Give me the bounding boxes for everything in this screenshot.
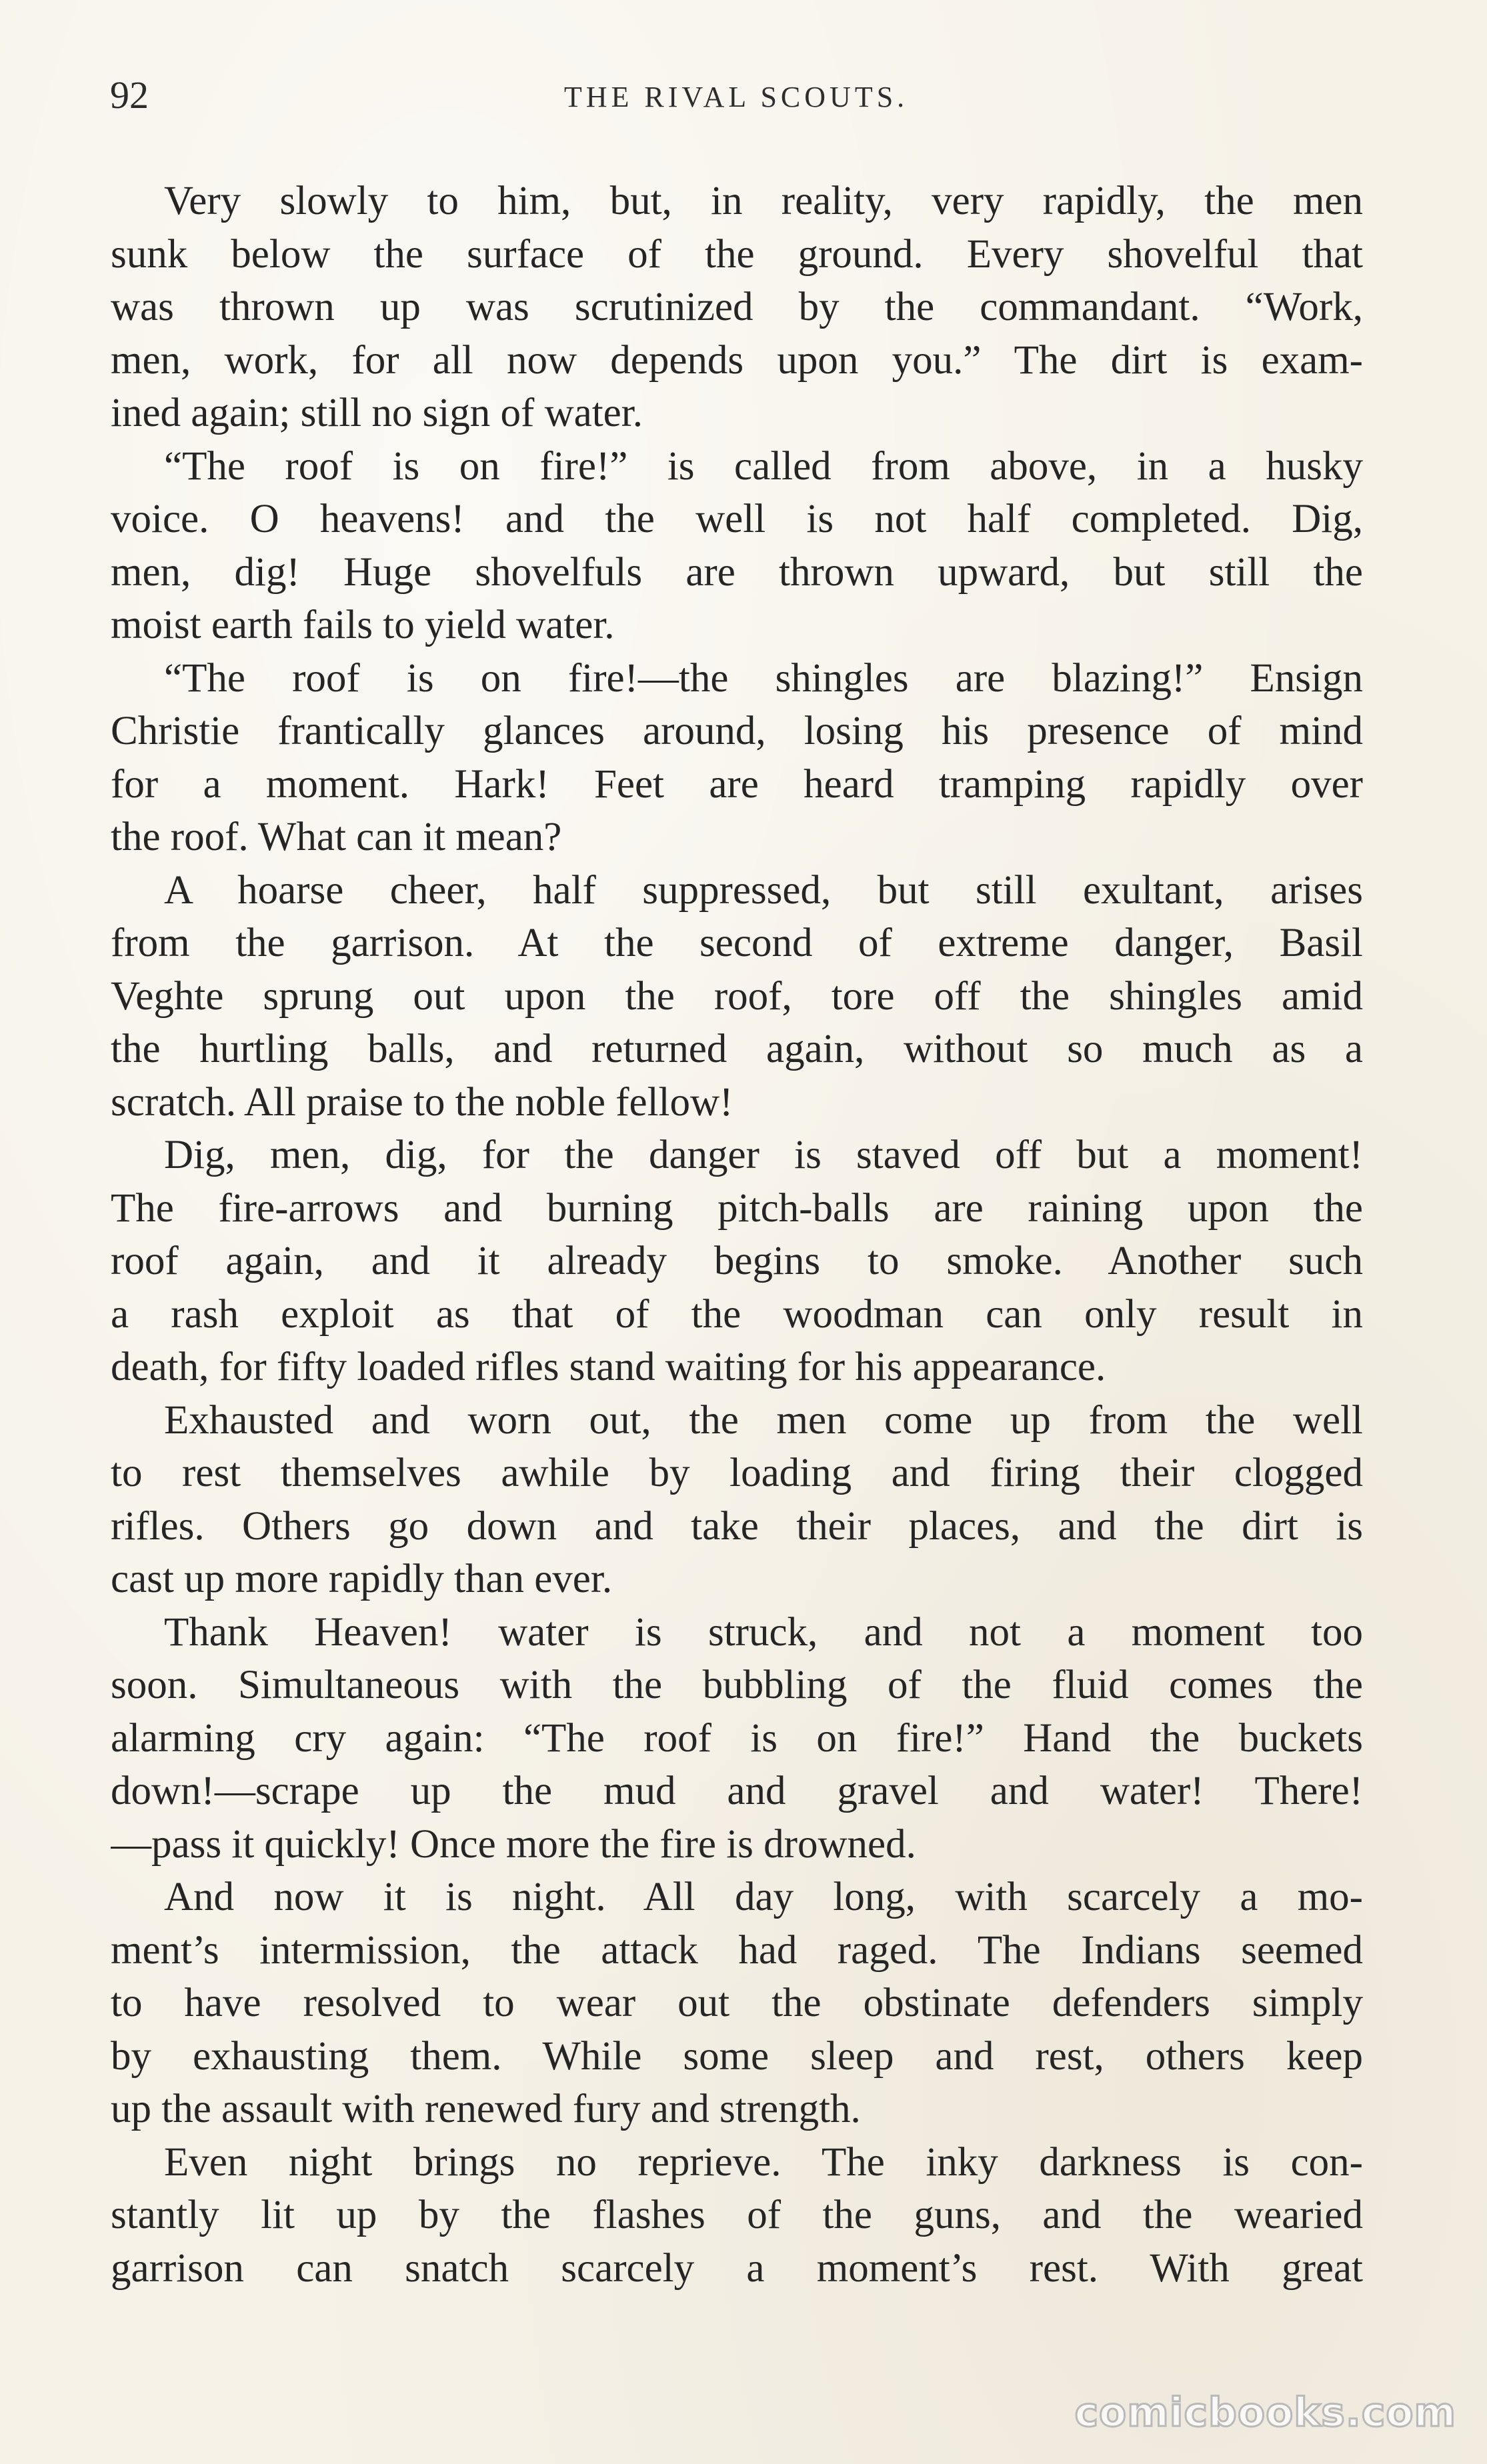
text-line: “The roof is on fire!—the shingles are blazing!” Ensign (164, 655, 1363, 701)
text-line: scratch. All praise to the noble fellow! (111, 1079, 733, 1125)
watermark-logo: comicbooks.com (1074, 2389, 1456, 2436)
text-line: And now it is night. All day long, with scarcely a mo- (164, 1875, 1363, 1919)
text-line: Even night brings no reprieve. The inky darkness is con- (164, 2139, 1363, 2185)
text-line: a rash exploit as that of the woodman can only result in (111, 1291, 1363, 1337)
text-line: A hoarse cheer, half suppressed, but still exultant, arises (164, 867, 1363, 913)
text-line: from the garrison. At the second of extreme danger, Basil (111, 921, 1363, 965)
text-line: up the assault with renewed fury and strength. (111, 2087, 861, 2131)
page-number: 92 (110, 73, 149, 117)
text-line: the roof. What can it mean? (111, 815, 562, 859)
text-line: Very slowly to him, but, in reality, very rapidly, the men (164, 179, 1363, 223)
text-line: the hurtling balls, and returned again, without so much as a (111, 1027, 1363, 1071)
text-line: stantly lit up by the flashes of the guns, and the wearied (111, 2193, 1363, 2237)
text-line: ment’s intermission, the attack had raged. The Indians seemed (111, 1927, 1363, 1973)
body-text (111, 175, 1363, 2295)
text-line: death, for fifty loaded rifles stand waiting for his appearance. (111, 1345, 1106, 1389)
text-line: to rest themselves awhile by loading and firing their clogged (111, 1451, 1363, 1495)
text-line: was thrown up was scrutinized by the commandant. “Work, (111, 285, 1363, 329)
running-title: THE RIVAL SCOUTS. (563, 81, 909, 113)
text-line: cast up more rapidly than ever. (111, 1557, 613, 1601)
text-line: Christie frantically glances around, losing his presence of mind (111, 709, 1363, 753)
text-line: Exhausted and worn out, the men come up from the well (164, 1397, 1363, 1443)
text-line: Veghte sprung out upon the roof, tore off the shingles amid (111, 973, 1363, 1019)
text-line: Thank Heaven! water is struck, and not a moment too (164, 1609, 1363, 1655)
text-line: “The roof is on fire!” is called from above, in a husky (164, 443, 1363, 489)
text-line: ined again; still no sign of water. (111, 391, 643, 435)
text-line: to have resolved to wear out the obstinate defenders simply (111, 1981, 1363, 2025)
text-line: alarming cry again: “The roof is on fire!” Hand the buckets (111, 1715, 1363, 1761)
text-line: rifles. Others go down and take their places, and the dirt is (111, 1503, 1363, 1549)
text-line: men, dig! Huge shovelfuls are thrown upward, but still the (111, 549, 1363, 595)
text-line: sunk below the surface of the ground. Every shovelful that (111, 231, 1363, 277)
text-line: voice. O heavens! and the well is not half completed. Dig, (111, 497, 1363, 541)
text-line: garrison can snatch scarcely a moment’s rest. With great (111, 2245, 1363, 2291)
text-line: Dig, men, dig, for the danger is staved off but a moment! (164, 1133, 1363, 1177)
text-line: —pass it quickly! Once more the fire is drowned. (111, 1821, 916, 1867)
text-line: for a moment. Hark! Feet are heard tramping rapidly over (111, 761, 1363, 807)
text-line: down!—scrape up the mud and gravel and water! There! (111, 1769, 1363, 1813)
text-line: men, work, for all now depends upon you.” The dirt is exam- (111, 337, 1363, 383)
text-line: The fire-arrows and burning pitch-balls are raining upon the (111, 1185, 1363, 1231)
text-line: by exhausting them. While some sleep and rest, others keep (111, 2033, 1363, 2079)
text-line: soon. Simultaneous with the bubbling of the fluid comes the (111, 1663, 1363, 1707)
running-head (110, 72, 1362, 119)
text-line: roof again, and it already begins to smoke. Another such (111, 1239, 1363, 1283)
text-line: moist earth fails to yield water. (111, 603, 615, 647)
